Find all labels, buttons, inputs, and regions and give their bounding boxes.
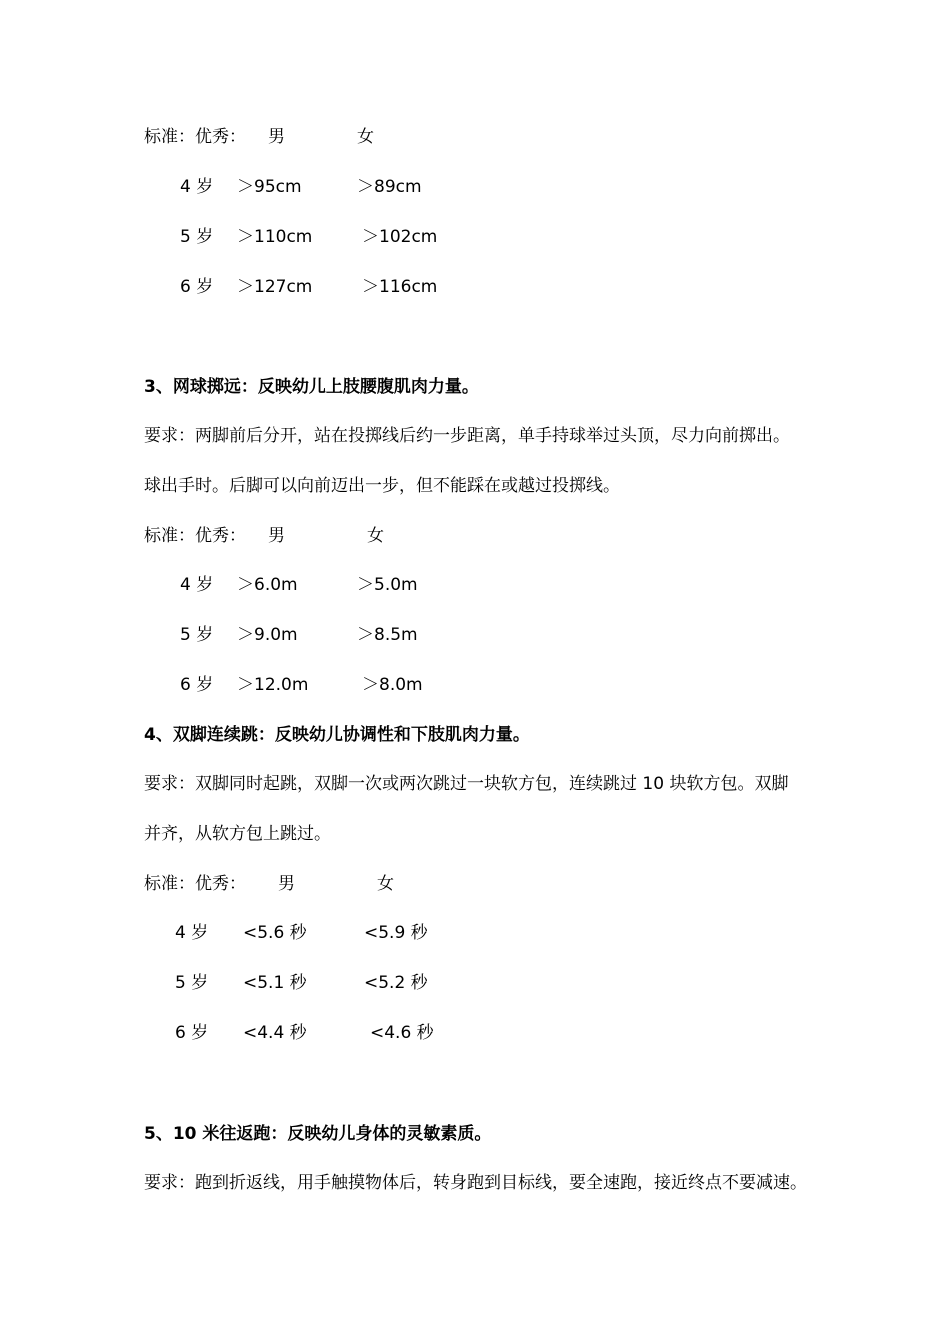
male-header: 男: [268, 127, 285, 147]
standard-label: 标准：优秀：: [144, 127, 246, 147]
section-3-requirement-line2: 球出手时。后脚可以向前迈出一步，但不能踩在或越过投掷线。: [144, 476, 620, 496]
female-value: ＞5.0m: [357, 575, 418, 595]
section-3-requirement-line1: 要求：两脚前后分开，站在投掷线后约一步距离，单手持球举过头顶，尽力向前掷出。: [144, 426, 790, 446]
female-value: ＞102cm: [362, 227, 438, 247]
male-value: <5.6 秒: [243, 923, 307, 943]
age-cell: 5 岁: [175, 973, 209, 993]
female-value: <5.9 秒: [364, 923, 428, 943]
section-4-requirement-line2: 并齐，从软方包上跳过。: [144, 824, 331, 844]
female-value: <4.6 秒: [370, 1023, 434, 1043]
age-cell: 5 岁: [180, 227, 214, 247]
age-cell: 6 岁: [180, 277, 214, 297]
male-header: 男: [268, 526, 285, 546]
male-value: ＞9.0m: [237, 625, 298, 645]
age-cell: 4 岁: [180, 177, 214, 197]
male-value: ＞127cm: [237, 277, 313, 297]
female-value: <5.2 秒: [364, 973, 428, 993]
female-value: ＞8.0m: [362, 675, 423, 695]
male-value: ＞12.0m: [237, 675, 309, 695]
male-value: ＞110cm: [237, 227, 313, 247]
female-value: ＞8.5m: [357, 625, 418, 645]
male-value: ＞95cm: [237, 177, 302, 197]
female-value: ＞89cm: [357, 177, 422, 197]
female-header: 女: [377, 874, 394, 894]
section-4-heading: 4、双脚连续跳：反映幼儿协调性和下肢肌肉力量。: [144, 725, 530, 745]
age-cell: 6 岁: [175, 1023, 209, 1043]
age-cell: 5 岁: [180, 625, 214, 645]
age-cell: 4 岁: [180, 575, 214, 595]
female-header: 女: [367, 526, 384, 546]
male-value: ＞6.0m: [237, 575, 298, 595]
female-value: ＞116cm: [362, 277, 438, 297]
section-5-requirement-line1: 要求：跑到折返线，用手触摸物体后，转身跑到目标线，要全速跑，接近终点不要减速。: [144, 1173, 807, 1193]
age-cell: 6 岁: [180, 675, 214, 695]
male-value: <4.4 秒: [243, 1023, 307, 1043]
standard-label: 标准：优秀：: [144, 874, 246, 894]
female-header: 女: [357, 127, 374, 147]
male-value: <5.1 秒: [243, 973, 307, 993]
male-header: 男: [278, 874, 295, 894]
section-3-heading: 3、网球掷远：反映幼儿上肢腰腹肌肉力量。: [144, 377, 479, 397]
section-5-heading: 5、10 米往返跑：反映幼儿身体的灵敏素质。: [144, 1124, 492, 1144]
age-cell: 4 岁: [175, 923, 209, 943]
standard-label: 标准：优秀：: [144, 526, 246, 546]
section-4-requirement-line1: 要求：双脚同时起跳，双脚一次或两次跳过一块软方包，连续跳过 10 块软方包。双脚: [144, 774, 789, 794]
